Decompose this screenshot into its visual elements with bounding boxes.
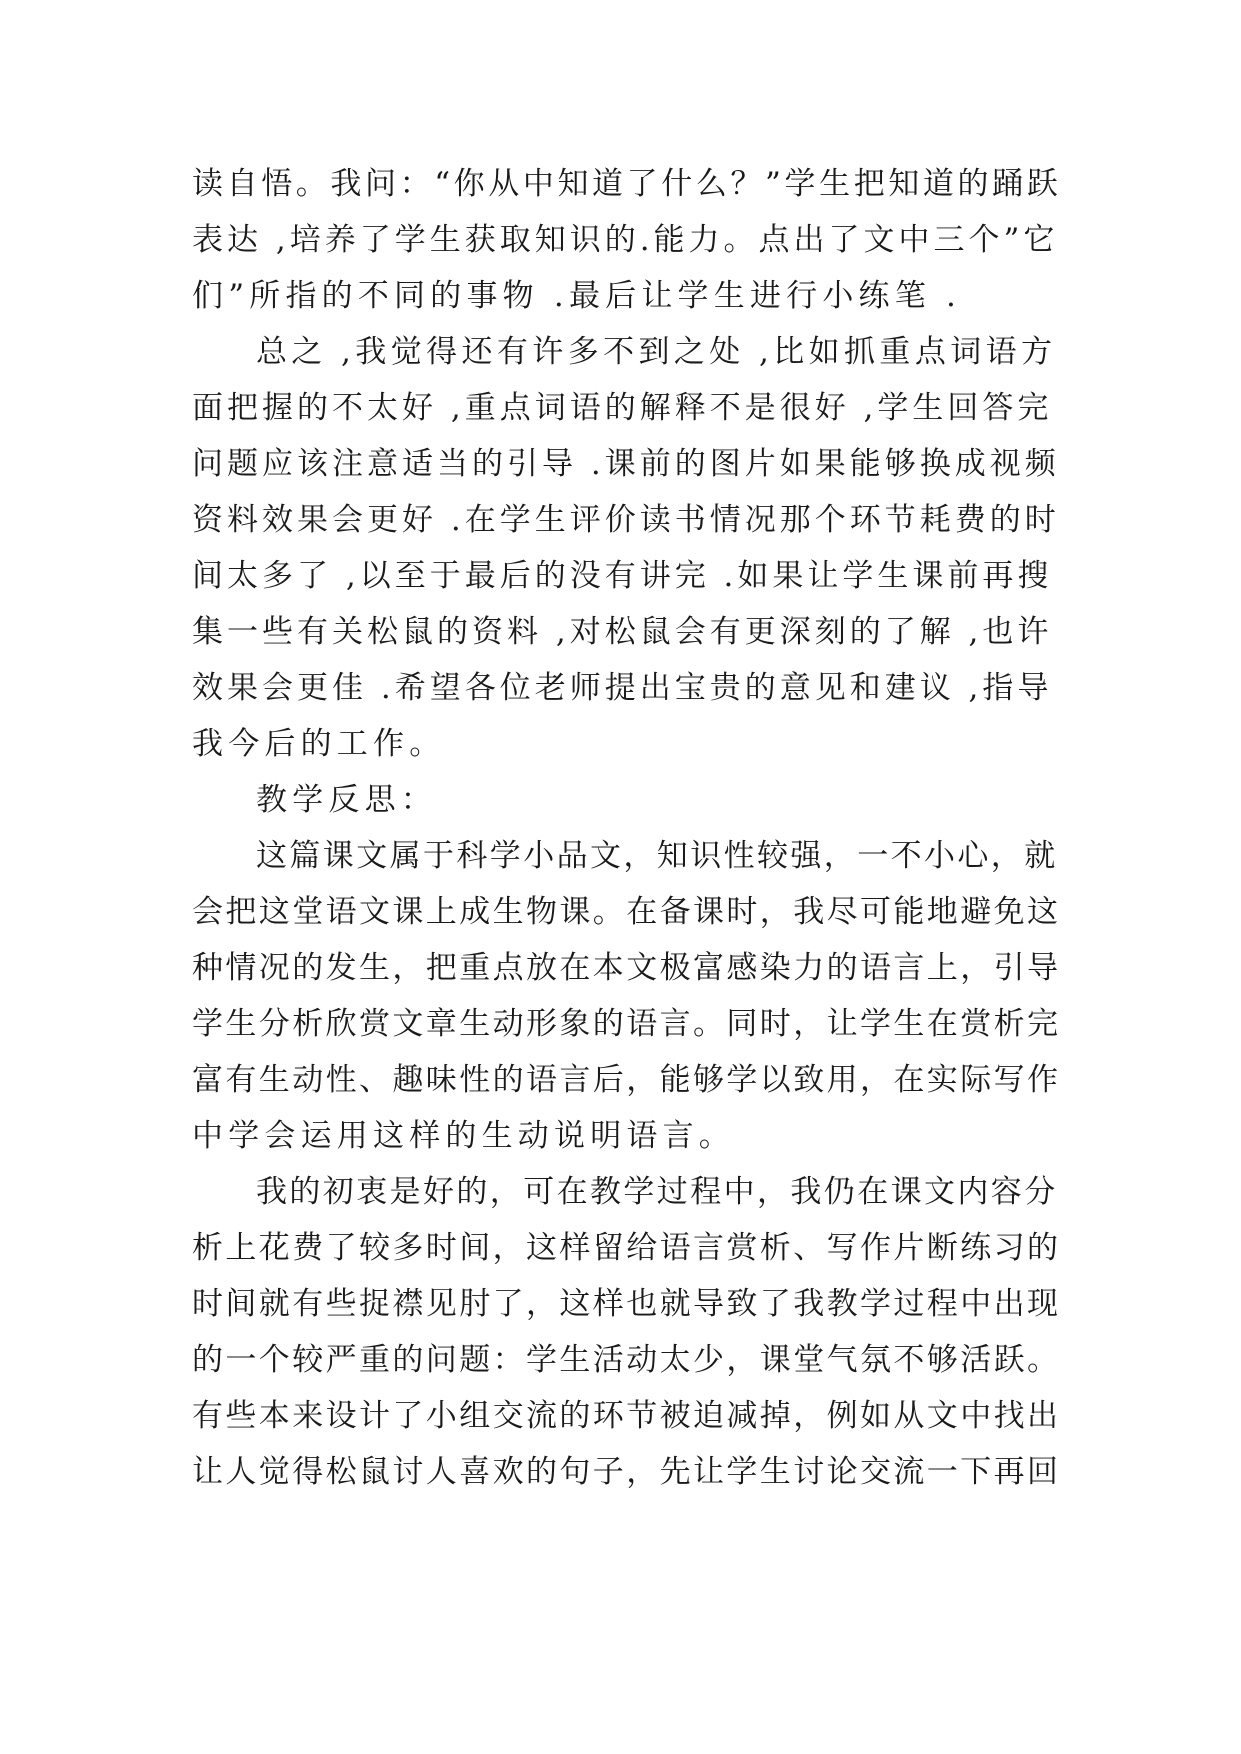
text-line: 有些本来设计了小组交流的环节被迫减掉，例如从文中找出 — [192, 1398, 1061, 1434]
text-line: 析上花费了较多时间，这样留给语言赏析、写作片断练习的 — [192, 1230, 1061, 1266]
text-line: 学生分析欣赏文章生动形象的语言。同时，让学生在赏析完 — [192, 1006, 1061, 1042]
text-line: 我今后的工作。 — [192, 726, 446, 762]
text-line: 读自悟。我问：“你从中知道了什么？”学生把知道的踊跃 — [192, 166, 1062, 202]
text-line: 这篇课文属于科学小品文，知识性较强，一不小心，就 — [256, 838, 1058, 874]
text-line: 中学会运用这样的生动说明语言。 — [192, 1118, 735, 1154]
text-line: 们”所指的不同的事物 .最后让学生进行小练笔 . — [192, 278, 962, 314]
text-line: 表达 ,培养了学生获取知识的.能力。点出了文中三个”它 — [192, 222, 1059, 258]
text-line: 资料效果会更好 .在学生评价读书情况那个环节耗费的时 — [192, 502, 1060, 538]
text-line: 间太多了 ,以至于最后的没有讲完 .如果让学生课前再搜 — [192, 558, 1053, 594]
text-line: 富有生动性、趣味性的语言后，能够学以致用，在实际写作 — [192, 1062, 1061, 1098]
text-line: 的一个较严重的问题：学生活动太少，课堂气氛不够活跃。 — [192, 1342, 1061, 1378]
text-line: 总之 ,我觉得还有许多不到之处 ,比如抓重点词语方 — [256, 334, 1057, 370]
text-line: 会把这堂语文课上成生物课。在备课时，我尽可能地避免这 — [192, 894, 1061, 930]
section-heading: 教学反思： — [256, 782, 437, 818]
text-line: 面把握的不太好 ,重点词语的解释不是很好 ,学生回答完 — [192, 390, 1053, 426]
text-line: 我的初衷是好的，可在教学过程中，我仍在课文内容分 — [256, 1174, 1058, 1210]
text-line: 种情况的发生，把重点放在本文极富感染力的语言上，引导 — [192, 950, 1061, 986]
text-line: 集一些有关松鼠的资料 ,对松鼠会有更深刻的了解 ,也许 — [192, 614, 1053, 650]
text-line: 让人觉得松鼠讨人喜欢的句子，先让学生讨论交流一下再回 — [192, 1454, 1061, 1490]
text-line: 效果会更佳 .希望各位老师提出宝贵的意见和建议 ,指导 — [192, 670, 1053, 706]
document-body — [192, 156, 1062, 1500]
text-line: 时间就有些捉襟见肘了，这样也就导致了我教学过程中出现 — [192, 1286, 1061, 1322]
text-line: 问题应该注意适当的引导 .课前的图片如果能够换成视频 — [192, 446, 1060, 482]
